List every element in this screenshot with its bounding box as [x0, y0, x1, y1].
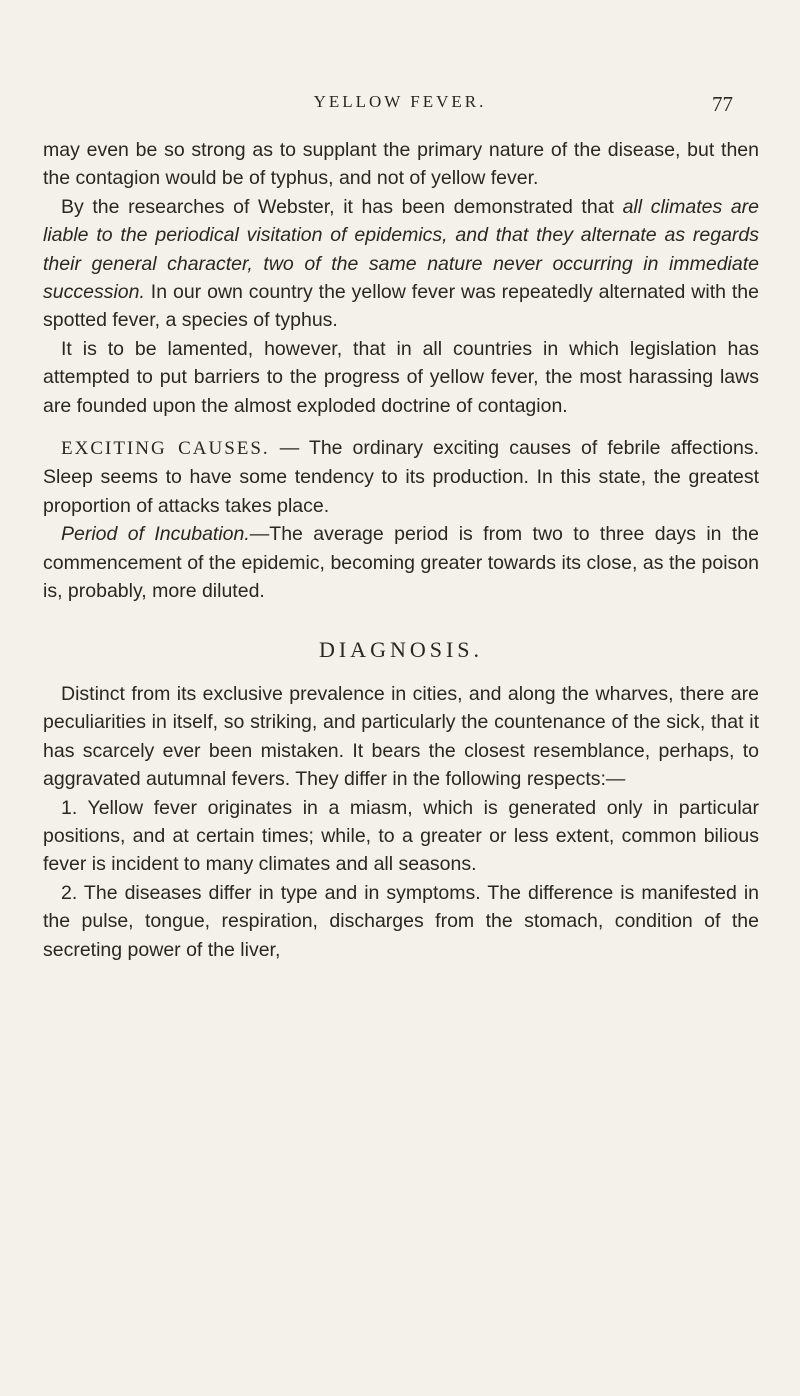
running-title: YELLOW FEVER. — [313, 92, 487, 111]
paragraph-7: 1. Yellow fever originates in a miasm, which is generated only in particular positions, and at certain times; while, to a greater or less extent, common bilious fever is incident to many climates and all seasons. — [43, 796, 759, 876]
paragraph-2-italic: all climates are liable to the periodical visitation of epidemics, and that they alternate as regards their general character, two of the same nature never occurring in immediate succession. — [43, 195, 759, 304]
incubation-heading: Period of Incubation. — [61, 523, 250, 546]
paragraph-2-end: In our own country the yellow fever was repeatedly alternated with the spotted fever, a species of typhus. — [43, 281, 759, 332]
paragraph-incubation — [43, 520, 759, 605]
paragraph-2-start: By the researches of Webster, it has been demonstrated that — [61, 195, 623, 218]
paragraph-3: It is to be lamented, however, that in all countries in which legislation has attempted to put barriers to the progress of yellow fever, the most harassing laws are founded upon the almost exploded doctrine of contagion. — [43, 337, 759, 417]
incubation-text: —The average period is from two to three days in the commencement of the epidemic, becoming greater towards its close, as the poison is, probably, more diluted. — [43, 523, 759, 603]
page-number: 77 — [712, 92, 733, 116]
paragraph-6: Distinct from its exclusive prevalence in cities, and along the wharves, there are peculiarities in itself, so striking, and particularly the countenance of the sick, that it has scarcely ever been mistaken. It bears the closest resemblance, perhaps, to aggravated autumnal fevers. They differ in the following respects:— — [43, 682, 759, 791]
page-body — [43, 136, 759, 964]
exciting-causes-heading: EXCITING CAUSES. — [61, 438, 270, 460]
paragraph-2 — [43, 193, 759, 335]
paragraph-exciting-causes — [43, 434, 759, 520]
section-heading-diagnosis: DIAGNOSIS. — [318, 636, 484, 662]
paragraph-8: 2. The diseases differ in type and in symptoms. The difference is manifested in the pulse, tongue, respiration, discharges from the stomach, condition of the secreting power of the liver, — [43, 881, 759, 961]
paragraph-1: may even be so strong as to supplant the primary nature of the disease, but then the contagion would be of typhus, and not of yellow fever. — [43, 139, 759, 190]
exciting-causes-text: — The ordinary exciting causes of febrile affections. Sleep seems to have some tendency to its production. In this state, the greatest proportion of attacks takes place. — [43, 437, 759, 517]
